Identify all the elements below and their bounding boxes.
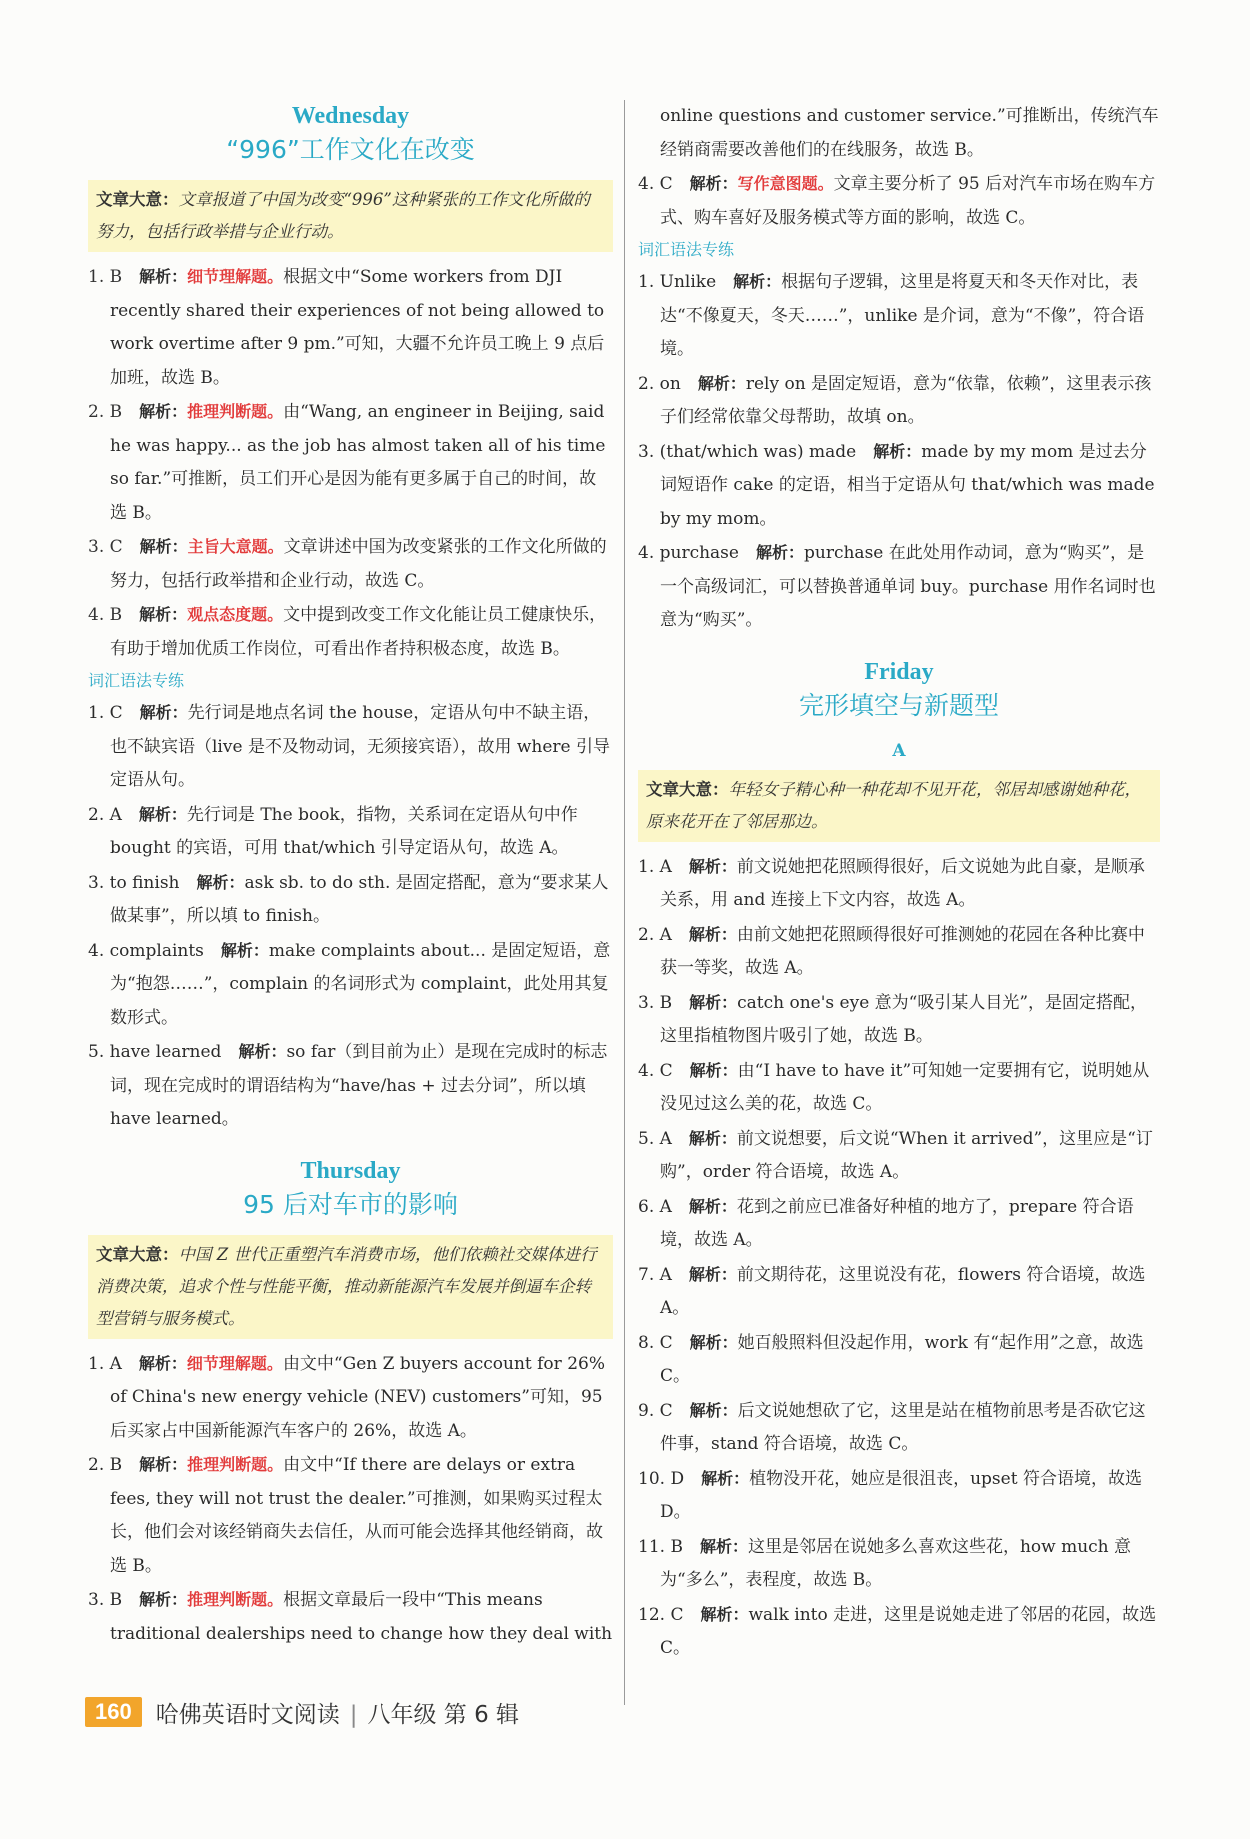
vocab-item: 1. C 解析：先行词是地点名词 the house，定语从句中不缺主语，也不缺宾语（live 是不及物动词，无须接宾语），故用 where 引导定语从句。 — [88, 703, 610, 790]
column-divider — [624, 100, 625, 1705]
summary-label: 文章大意： — [646, 779, 729, 799]
answer-item: 10. D 解析：植物没开花，她应是很沮丧，upset 符合语境，故选 D。 — [638, 1468, 1142, 1522]
thursday-title: 95 后对车市的影响 — [243, 1189, 458, 1219]
grade-label: 八年级 — [367, 1701, 437, 1728]
summary-text: 年轻女子精心种一种花却不见开花，邻居却感谢她种花，原来花开在了邻居那边。 — [646, 779, 1141, 831]
left-column — [88, 100, 613, 1651]
answer-item: 6. A 解析：花到之前应已准备好种植的地方了，prepare 符合语境，故选 A。 — [638, 1196, 1134, 1250]
vocab-item: 2. on 解析：rely on 是固定短语，意为“依靠，依赖”，这里表示孩子们经常依靠父母帮助，故填 on。 — [638, 373, 1152, 427]
friday-title: 完形填空与新题型 — [798, 690, 999, 720]
answer-item: 7. A 解析：前文期待花，这里说没有花，flowers 符合语境，故选 A。 — [638, 1264, 1146, 1318]
answer-item: 1. B 解析：细节理解题。根据文中“Some workers from DJI recently shared their experiences of not being allowed to work overtime after 9 pm.”可知，大疆不允许员工晚上 9 点后加班，故选 B。 — [88, 267, 605, 388]
vocab-item: 4. complaints 解析：make complaints about... 是固定短语，意为“抱怨……”，complain 的名词形式为 complaint，此处用其复数形式。 — [88, 940, 611, 1028]
wednesday-vocab — [88, 696, 613, 1137]
continued-text: online questions and customer service.”可推断出，传统汽车经销商需要改善他们的在线服务，故选 B。 — [660, 106, 1159, 160]
vocab-item: 3. (that/which was) made 解析：made by my mom 是过去分词短语作 cake 的定语，相当于定语从句 that/which was made by my mom。 — [638, 441, 1155, 529]
issue-label: 第 6 辑 — [443, 1701, 520, 1728]
answer-item: 1. A 解析：前文说她把花照顾得很好，后文说她为此自豪，是顺承关系，用 and 连接上下文内容，故选 A。 — [638, 856, 1145, 910]
vocab-heading: 词汇语法专练 — [638, 240, 735, 259]
vocab-item: 2. A 解析：先行词是 The book，指物，关系词在定语从句中作 bought 的宾语，可用 that/which 引导定语从句，故选 A。 — [88, 804, 578, 858]
book-title: 哈佛英语时文阅读 — [155, 1701, 340, 1728]
answer-item: 5. A 解析：前文说想要，后文说“When it arrived”，这里应是“订购”，order 符合语境，故选 A。 — [638, 1128, 1153, 1182]
answer-item: 3. B 解析：catch one's eye 意为“吸引某人目光”，是固定搭配，这里指植物图片吸引了她，故选 B。 — [638, 992, 1148, 1046]
answer-item: 4. C 解析：写作意图题。文章主要分析了 95 后对汽车市场在购车方式、购车喜好及服务模式等方面的影响，故选 C。 — [638, 174, 1156, 228]
answer-item: 8. C 解析：她百般照料但没起作用，work 有“起作用”之意，故选 C。 — [638, 1332, 1144, 1386]
thursday-vocab — [638, 265, 1160, 638]
wednesday-heading: Wednesday — [291, 103, 410, 129]
vocab-item: 5. have learned 解析：so far（到目前为止）是现在完成时的标志词，现在完成时的谓语结构为“have/has + 过去分词”，所以填 have learned。 — [88, 1042, 608, 1129]
summary-text: 文章报道了中国为改变“996”这种紧张的工作文化所做的努力，包括行政举措与企业行动。 — [96, 190, 590, 241]
part-letter: A — [892, 740, 906, 761]
page-number: 160 — [85, 1697, 142, 1727]
answer-item: 3. C 解析：主旨大意题。文章讲述中国为改变紧张的工作文化所做的努力，包括行政举措和企业行动，故选 C。 — [88, 537, 607, 591]
answer-item: 9. C 解析：后文说她想砍了它，这里是站在植物前思考是否砍它这件事，stand 符合语境，故选 C。 — [638, 1400, 1146, 1454]
friday-answers — [638, 850, 1160, 1666]
answer-item: 2. A 解析：由前文她把花照顾得很好可推测她的花园在各种比赛中获一等奖，故选 A。 — [638, 924, 1145, 978]
answer-item: 4. B 解析：观点态度题。文中提到改变工作文化能让员工健康快乐，有助于增加优质工作岗位，可看出作者持积极态度，故选 B。 — [88, 605, 607, 659]
answer-item: 4. C 解析：由“I have to have it”可知她一定要拥有它，说明她从没见过这么美的花，故选 C。 — [638, 1060, 1150, 1114]
friday-heading: Friday — [864, 658, 934, 685]
answer-item: 1. A 解析：细节理解题。由文中“Gen Z buyers account for 26% of China's new energy vehicle (NEV) customers”可知，95 后买家占中国新能源汽车客户的 26%，故选 A。 — [88, 1353, 605, 1441]
vocab-heading: 词汇语法专练 — [88, 671, 185, 690]
vocab-item: 1. Unlike 解析：根据句子逻辑，这里是将夏天和冬天作对比，表达“不像夏天，冬天……”，unlike 是介词，意为“不像”，符合语境。 — [638, 272, 1145, 359]
answer-item: 3. B 解析：推理判断题。根据文章最后一段中“This means traditional dealerships need to change how they deal with — [88, 1590, 613, 1644]
right-column — [638, 100, 1160, 1666]
wednesday-answers — [88, 260, 613, 666]
summary-label: 文章大意： — [96, 1244, 179, 1264]
footer-text — [156, 1696, 519, 1729]
wednesday-summary — [88, 180, 613, 252]
friday-summary — [638, 770, 1160, 842]
vocab-item: 3. to finish 解析：ask sb. to do sth. 是固定搭配，意为“要求某人做某事”，所以填 to finish。 — [88, 872, 609, 926]
page-footer — [85, 1692, 519, 1732]
summary-text: 中国 Z 世代正重塑汽车消费市场，他们依赖社交媒体进行消费决策，追求个性与性能平衡，推动新能源汽车发展并倒逼车企转型营销与服务模式。 — [96, 1244, 597, 1328]
answer-item: 12. C 解析：walk into 走进，这里是说她走进了邻居的花园，故选 C。 — [638, 1604, 1157, 1658]
summary-label: 文章大意： — [96, 190, 179, 209]
wednesday-title: “996”工作文化在改变 — [226, 135, 475, 164]
footer-separator: | — [349, 1701, 358, 1728]
answer-item: 2. B 解析：推理判断题。由“Wang, an engineer in Beijing, said he was happy... as the job has almost taken all of his time so far.”可推断，员工们开心是因为能有更多属于自己的时间，故选 B。 — [88, 402, 606, 523]
answer-item: 2. B 解析：推理判断题。由文中“If there are delays or extra fees, they will not trust the dealer.”可推测，如果购买过程太长，他们会对该经销商失去信任，从而可能会选择其他经销商，故选 B。 — [88, 1455, 603, 1576]
thursday-summary — [88, 1235, 613, 1339]
answer-item: 11. B 解析：这里是邻居在说她多么喜欢这些花，how much 意为“多么”，表程度，故选 B。 — [638, 1536, 1132, 1590]
thursday-answers — [88, 1347, 613, 1652]
thursday-heading: Thursday — [300, 1157, 401, 1184]
vocab-item: 4. purchase 解析：purchase 在此处用作动词，意为“购买”，是一个高级词汇，可以替换普通单词 buy。purchase 用作名词时也意为“购买”。 — [638, 543, 1156, 630]
